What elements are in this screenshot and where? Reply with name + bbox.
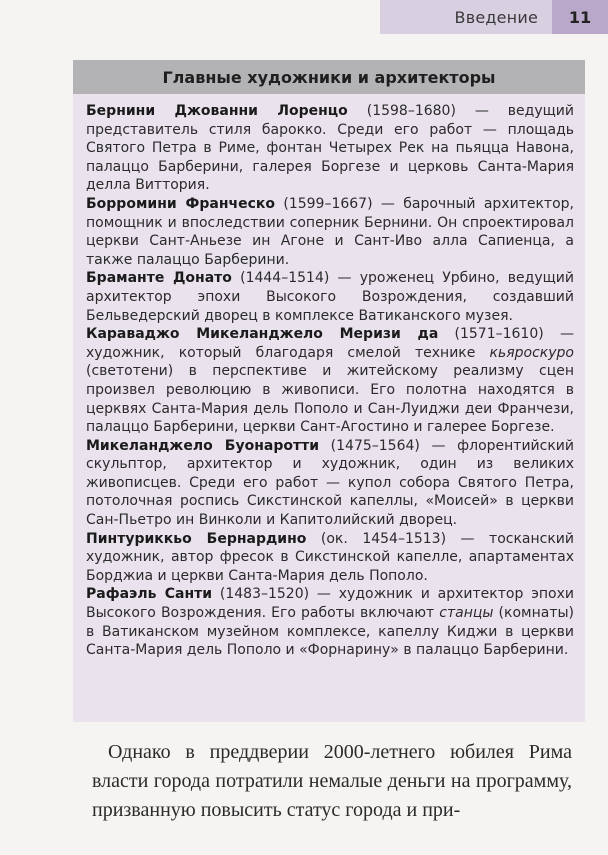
entry-raphael (86, 585, 574, 659)
entry-text: (комнаты) в Ватиканском музейном комплексе, капеллу Киджи в церкви Санта-Мария дель Пополо и «Форнарину» в палаццо Барберини. (86, 605, 574, 659)
entry-borromini (86, 195, 574, 269)
body-paragraph: Однако в преддверии 2000-летнего юбилея Рима власти города потратили немалые деньги на программу, призванную повысить статус города и при- (92, 741, 572, 821)
entry-term: станцы (439, 605, 494, 622)
entry-name: Бернини Джованни Лоренцо (86, 103, 348, 119)
entry-text: (1598–1680) — ведущий представитель стиля барокко. Среди его работ — площадь Святого Петра в Риме, фонтан Четырех Рек на пьяцца Навона, палаццо Барберини, галерея Боргезе и церковь Санта-Мария делла Виттория. (86, 103, 575, 194)
artists-sidebar (73, 60, 585, 722)
entry-pinturicchio (86, 530, 574, 586)
entry-text: (светотени) в перспективе и житейскому реализму сцен произвел революцию в живописи. Его полотна находятся в церквях Санта-Мария дель Пополо и Сан-Луиджи деи Франчези, палаццо Барберини, церкви Сант-Агостино и галерее Боргезе. (86, 363, 574, 436)
section-title: Введение (454, 7, 538, 27)
entry-text: (ок. 1454–1513) — тосканский художник, автор фресок в Сикстинской капелле, апартаментах Борджиа и церкви Санта-Мария дель Пополо. (86, 530, 574, 584)
entry-term: кьяроскуро (489, 344, 574, 361)
sidebar-title: Главные художники и архитекторы (73, 60, 585, 94)
entry-name: Браманте Донато (86, 270, 232, 287)
sidebar-body (73, 94, 585, 660)
entry-text: (1444–1514) — уроженец Урбино, ведущий архитектор эпохи Высокого Возрождения, создавший Бельведерский дворец в комплексе Ватиканского музея. (86, 270, 574, 324)
running-head (380, 0, 608, 34)
entry-name: Караваджо Микеланджело Меризи да (86, 326, 439, 343)
entry-name: Микеланджело Буонаротти (86, 437, 320, 454)
entry-bernini (86, 102, 574, 195)
entry-text: (1571–1610) — художник, который благодаря смелой технике (86, 326, 574, 361)
entry-caravaggio (86, 325, 574, 437)
entry-name: Борромини Франческо (86, 195, 276, 212)
entry-text: (1475–1564) — флорентийский скульптор, архитектор и художник, один из великих живописцев. Среди его работ — купол собора Святого Петра, потолочная роспись Сикстинской капеллы, «Моисей» в церкви Сан-Пьетро ин Винколи и Капитолийский дворец. (86, 437, 574, 529)
entry-text: (1599–1667) — барочный архитектор, помощник и впоследствии соперник Бернини. Он спроектировал церкви Сант-Аньезе ин Агоне и Сант-Иво алла Сапиенца, а также палаццо Барберини. (86, 195, 574, 268)
entry-name: Рафаэль Санти (86, 586, 213, 603)
entry-name: Пинтуриккьо Бернардино (86, 530, 307, 547)
entry-bramante (86, 269, 574, 325)
entry-michelangelo (86, 437, 574, 530)
page-number: 11 (552, 0, 608, 34)
entry-text: (1483–1520) — художник и архитектор эпохи Высокого Возрождения. Его работы включают (86, 586, 574, 622)
